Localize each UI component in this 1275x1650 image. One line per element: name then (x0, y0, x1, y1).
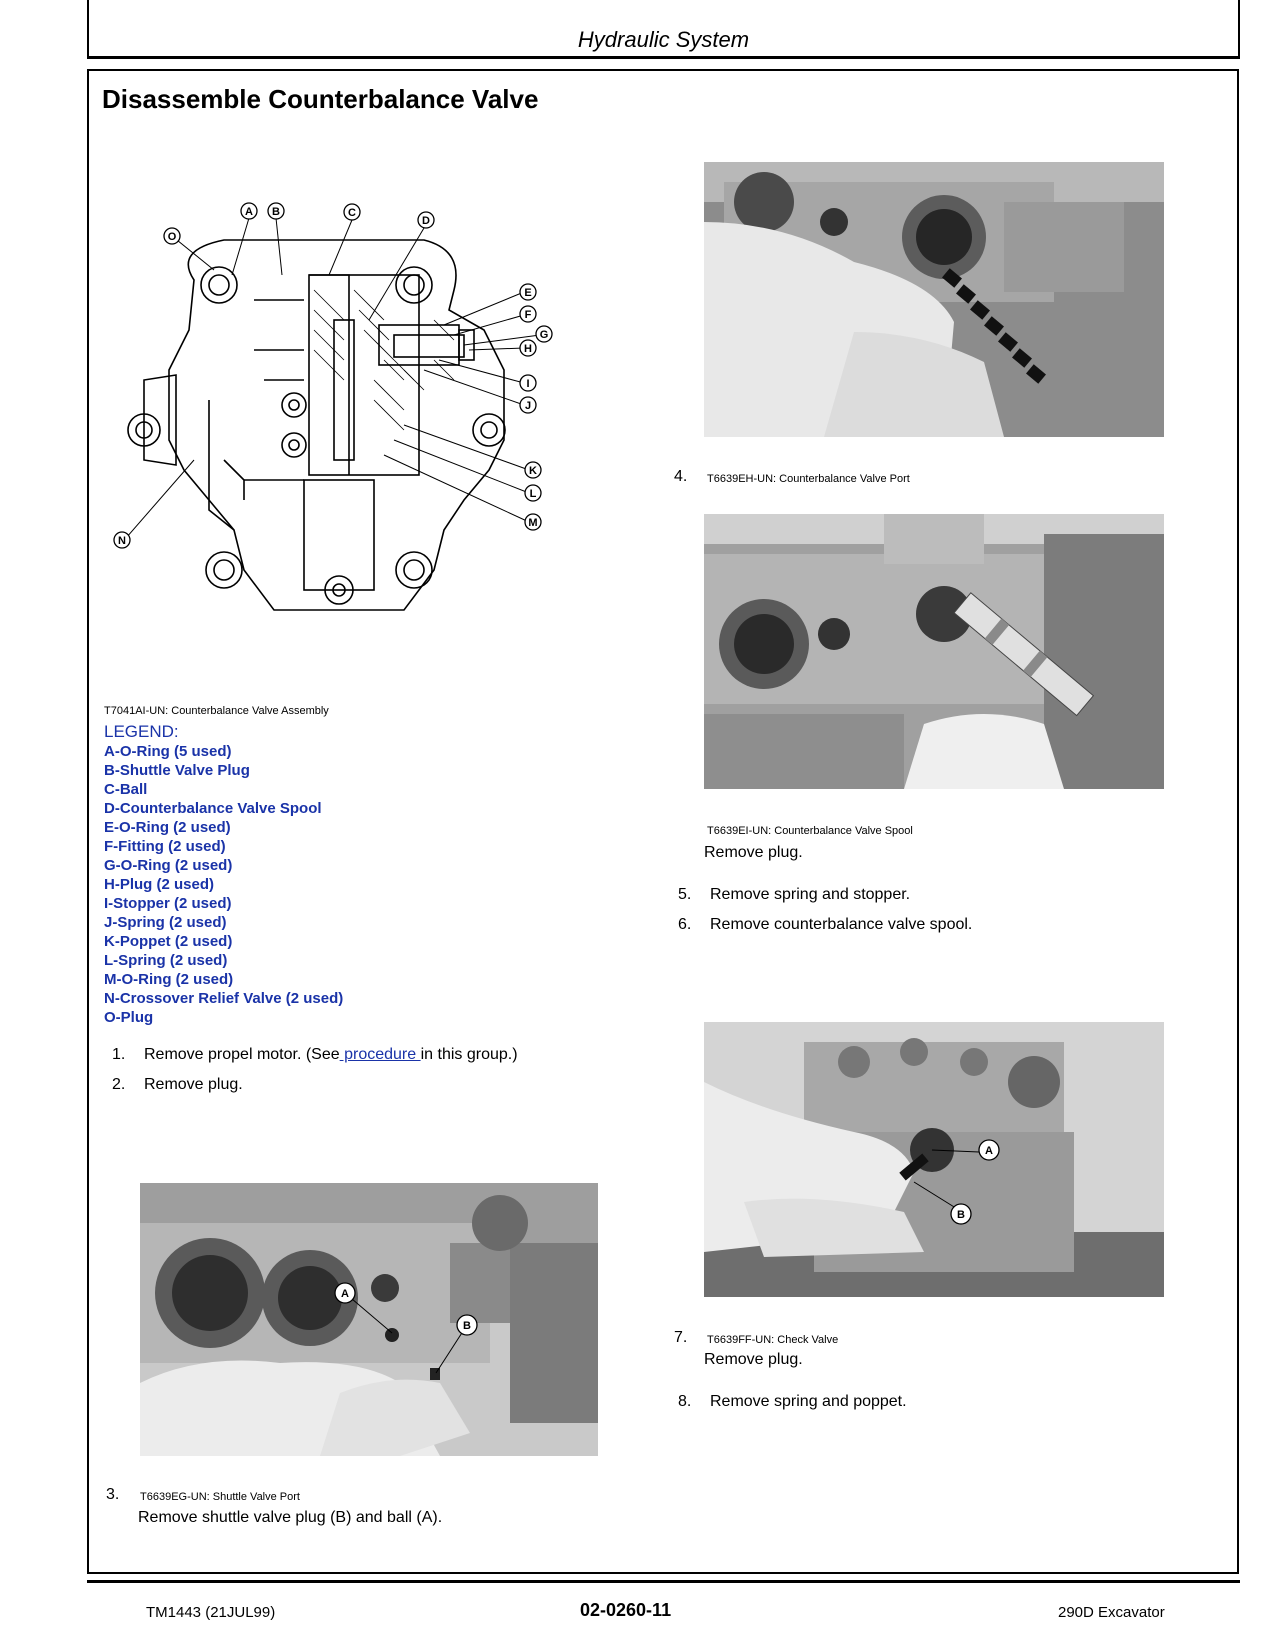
step-4-number: 4. (674, 468, 688, 485)
callout-a: A (245, 206, 253, 218)
photo-callout-b: B (463, 1320, 471, 1332)
assembly-drawing (104, 200, 564, 640)
legend-item: F-Fitting (2 used) (104, 838, 226, 855)
step-1: 1. Remove propel motor. (See procedure in this group.) (112, 1046, 518, 1063)
legend-heading: LEGEND: (104, 722, 179, 741)
legend-item: C-Ball (104, 781, 148, 798)
step-6: 6. Remove counterbalance valve spool. (678, 916, 973, 933)
legend-item: B-Shuttle Valve Plug (104, 762, 250, 779)
footer-rule (87, 1580, 1240, 1583)
spool-remove-plug: Remove plug. (704, 844, 803, 861)
step-7-number: 7. (674, 1329, 688, 1346)
callout-m: M (528, 517, 538, 529)
step-2: 2. Remove plug. (112, 1076, 243, 1093)
callout-d: D (422, 215, 430, 227)
callout-j: J (524, 400, 532, 412)
procedure-link[interactable]: procedure (339, 1046, 421, 1063)
footer-doc-id: TM1443 (21JUL99) (146, 1604, 276, 1621)
photo-callout-a: A (341, 1288, 349, 1300)
valve-spool-caption: T6639EI-UN: Counterbalance Valve Spool (707, 825, 913, 837)
shuttle-photo-caption: T6639EG-UN: Shuttle Valve Port (140, 1491, 300, 1503)
valve-port-caption: T6639EH-UN: Counterbalance Valve Port (707, 473, 910, 485)
callout-g: G (539, 329, 549, 341)
step-8: 8. Remove spring and poppet. (678, 1393, 907, 1410)
footer-model: 290D Excavator (1058, 1604, 1165, 1621)
check-valve-caption: T6639FF-UN: Check Valve (707, 1334, 839, 1346)
check-valve-photo (704, 1022, 1164, 1297)
callout-o: O (167, 231, 177, 243)
legend-item: N-Crossover Relief Valve (2 used) (104, 990, 344, 1007)
page-title: Disassemble Counterbalance Valve (102, 84, 539, 114)
legend (104, 722, 343, 1027)
legend-item: L-Spring (2 used) (104, 952, 228, 969)
legend-item: G-O-Ring (2 used) (104, 857, 233, 874)
legend-item: O-Plug (104, 1009, 154, 1026)
callout-i: I (526, 378, 530, 390)
section-title: Hydraulic System (577, 27, 750, 52)
step-3-text: Remove shuttle valve plug (B) and ball (A). (138, 1509, 443, 1526)
valve-port-photo (704, 162, 1164, 437)
legend-item: H-Plug (2 used) (104, 876, 215, 893)
photo-callout-a: A (985, 1145, 993, 1157)
callout-h: H (524, 343, 532, 355)
step-5: 5. Remove spring and stopper. (678, 886, 911, 903)
callout-f: F (524, 309, 532, 321)
photo-callout-b: B (957, 1209, 965, 1221)
legend-item: E-O-Ring (2 used) (104, 819, 231, 836)
legend-item: K-Poppet (2 used) (104, 933, 233, 950)
callout-c: C (348, 207, 356, 219)
step-3-number: 3. (106, 1486, 120, 1503)
callout-b: B (272, 206, 280, 218)
valve-spool-photo (704, 514, 1164, 789)
legend-item: I-Stopper (2 used) (104, 895, 232, 912)
legend-item: J-Spring (2 used) (104, 914, 227, 931)
page-number: 02-0260-11 (580, 1600, 672, 1620)
callout-n: N (118, 535, 126, 547)
legend-item: A-O-Ring (5 used) (104, 743, 232, 760)
check-remove-plug: Remove plug. (704, 1351, 803, 1368)
callout-l: L (529, 488, 537, 500)
legend-item: M-O-Ring (2 used) (104, 971, 234, 988)
legend-item: D-Counterbalance Valve Spool (104, 800, 322, 817)
shuttle-valve-photo (140, 1183, 598, 1456)
callout-e: E (524, 287, 532, 299)
callout-k: K (529, 465, 537, 477)
assembly-caption: T7041AI-UN: Counterbalance Valve Assembly (104, 705, 329, 717)
